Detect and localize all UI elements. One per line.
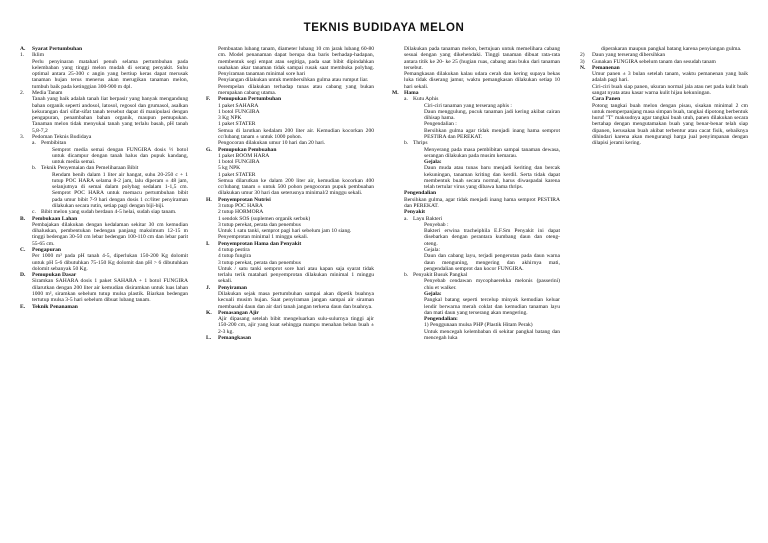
item-text: Rendam benih dalam 1 liter air hangat, suhu 20-250 c + 1 tutup POC HARA selama 8-2 jam, lalu diperam ± 48 jam, selanjutnya di semai dalam polybag sedalam 1-1,5 cm. Semprot POC HARA untuk memacu pertumbuhan bibit pada umur bibit 7-9 hari dengan dosis 1 cc/liter penyiraman dilakukan secara rutin, setiap pagi dengan biji-biji. <box>52 171 188 210</box>
item-number: a. <box>32 140 36 147</box>
item-number <box>206 316 218 335</box>
item-text: Penyiangan dilakukan untuk membersihkan gulma atau rumput liar. <box>218 77 369 84</box>
text-paragraph <box>206 46 374 77</box>
item-number <box>412 297 424 316</box>
item-number: 3) <box>580 58 585 65</box>
item-text: Penyakit Busuk Pangkal <box>413 272 468 279</box>
text-paragraph <box>20 147 188 166</box>
item-number: b. <box>32 165 37 172</box>
item-text: Kutu Aphis <box>413 96 439 103</box>
item-text: Perlu penyinaran matahari penuh selama pertumbuhan pada kelembaban yang tinggi melon mudah di serang penyakit. Suhu optimal antara 25-300 c angin yang bertiup keras dapat merusak tanaman hujan terus menerus akan merugikan tanaman melon, tumbuh baik pada ketinggian 300-900 m dpl. <box>32 58 188 90</box>
item-text: Syarat Pertumbuhan <box>32 46 83 52</box>
item-number <box>392 197 404 210</box>
item-number <box>206 128 218 141</box>
item-number: E. <box>20 303 26 310</box>
item-number <box>392 209 404 215</box>
text-paragraph <box>20 222 188 247</box>
text-paragraph <box>392 197 560 210</box>
item-text: Semprot media semai dengan FUNGIRA dosis ½ botol untuk dicampur dengan tanah halus dan pupuk kandang, untuk media semai. <box>52 146 188 166</box>
item-text: Pemupukan Pembuahan <box>218 146 277 153</box>
item-text: Penyebab cendawan mycophaerekka melonis (passerini) chiu et walker. <box>424 278 560 291</box>
item-text: 4 tutup pestira <box>218 247 250 253</box>
item-text: 1 paket STATER <box>218 121 256 128</box>
item-number <box>40 147 52 166</box>
item-text: Tanah yang baik adalah tanah liat berpasir yang banyak mengandung bahan organik seperti andosol, latosol, regosol dan grumasol, asalkan kekurangan dari sifat-sifat tanah tersebut dapat di manipulasi dengan pengapuran, penambahan bahan organik, maupun pemupukan. Tanaman melon tidak menyukai tanah yang terlalu basah, pH tanah 5,8-7,2 <box>32 96 188 134</box>
item-text: Dilakukan sejak masa pertumbuhan sampai akan dipetik buahnya kecuali musim hujan. Saat penyiraman jangan sampai air siraman membasahi daun dan air dari tanah jangan terkena daun dan buahnya. <box>218 290 374 310</box>
item-text: 1 botol FUNGIRA <box>218 159 260 166</box>
item-number <box>412 329 424 342</box>
item-number: K. <box>206 309 212 316</box>
item-text: 2 tutup HORMORA <box>218 209 264 216</box>
item-number: A. <box>20 46 26 52</box>
item-text: Penyakit <box>404 209 425 216</box>
item-text: diperakaran maupun pangkal batang karena penyiangan gulma. <box>601 46 742 52</box>
item-number: 2. <box>20 89 25 96</box>
item-number: a. <box>404 215 408 222</box>
column-2 <box>206 46 374 341</box>
item-number <box>412 165 424 190</box>
item-text: Pengendalian <box>404 190 437 197</box>
item-text: 3 tutup perekat, perata dan penembus <box>218 221 301 228</box>
item-number <box>580 84 592 97</box>
item-text: Pemupukan Pertumbuhan <box>218 96 282 103</box>
item-text: Bersihkan gulma agar tidak menjadi inang hama semprot PESTIRA dan PEREKAT. <box>424 127 560 140</box>
text-paragraph <box>392 147 560 160</box>
item-number <box>392 46 404 71</box>
item-number <box>206 84 218 97</box>
text-paragraph <box>20 172 188 210</box>
item-number: C. <box>20 247 26 253</box>
text-paragraph <box>20 253 188 272</box>
item-text: Penyemprotan Hama dan Penyakit <box>218 240 302 247</box>
item-text: Untuk 1 satu tanki, semprot pagi hari sebelum jam 10 siang. <box>218 228 352 235</box>
item-number: b. <box>404 272 409 279</box>
item-number <box>20 222 32 247</box>
item-text: Pangkal batang seperti tercelup minyak kemudian keluar lendir berwarna merah coklat dan kemudian tanaman layu dan mati daun yang terserang akan mengering. <box>424 297 560 316</box>
text-paragraph <box>392 109 560 122</box>
item-text: Pedoman Teknis Budidaya <box>32 133 92 140</box>
item-text: Media Tanam <box>32 89 63 96</box>
item-text: Daun menggulung, pucuk tanaman jadi kering akibat cairan dihisap hama. <box>424 108 560 122</box>
item-number <box>412 147 424 160</box>
item-number: a. <box>404 96 408 103</box>
text-paragraph <box>580 71 748 84</box>
item-text: Penyemprotan minimal 1 minggu sekali. <box>218 234 309 241</box>
item-text: Pemasangan Ajir <box>218 309 259 316</box>
text-paragraph <box>580 84 748 97</box>
text-paragraph <box>392 278 560 291</box>
item-text: Bersihkan gulma, agar tidak menjadi inang hama semprot PESTIRA dan PEREKAT. <box>404 196 560 210</box>
item-text: Pengendalian : <box>424 121 457 128</box>
item-text: Pengendalian: <box>424 316 458 323</box>
item-number <box>206 291 218 310</box>
text-paragraph <box>392 228 560 247</box>
item-text: 3 tutup perekat, perata dan penembus <box>218 259 301 266</box>
item-number: F. <box>206 96 211 103</box>
item-text: 1 paket SAHARA <box>218 102 259 109</box>
text-paragraph <box>206 128 374 141</box>
item-number <box>412 253 424 272</box>
item-text: Pembuatan lubang tanam, diameter lubang 10 cm jarak lubang 60-80 cm. Model penanaman dapat berupa dua baris berhadap-hadapan, membentuk segi empat atau segitiga, pada saat bibit dipindahkan usahakan akar tanaman tidak sampai rusak saat membuka polybag. Penyiraman tanaman minimal sore hari <box>218 46 374 78</box>
item-number <box>392 71 404 90</box>
item-number: 1. <box>20 52 25 59</box>
item-text: Pembukaan Lahan <box>32 215 78 222</box>
item-text: Menyerang pada masa pembibitan sampai tanaman dewasa, serangan dilakukan pada musim kemarau. <box>424 146 560 159</box>
item-number: B. <box>20 215 26 222</box>
item-number: I. <box>206 240 210 247</box>
section-heading <box>206 335 374 341</box>
item-text: 1 paket STATER <box>218 171 256 178</box>
item-number: D. <box>20 272 26 279</box>
item-number <box>20 59 32 90</box>
item-text: Pemangkasan <box>218 334 251 341</box>
item-text: Ciri-ciri buah siap panen, ukuran normal jala atau net pada kulit buah sangat nyata atau kasar warna kulit hijau kekuningan. <box>592 83 748 96</box>
item-text: Semua di larutkan kedalam 200 liter air. Kemudian kocorkan 200 cc/lubang tanam ± untuk 1000 pohon. <box>218 127 374 140</box>
item-text: 4 tutup fungira <box>218 253 251 260</box>
item-text: Semua dilarutkan ke dalam 200 liter air, kemudian kocorkan 400 cc/lubang tanam ± untuk 500 pohon pengocoran pupuk pembuahan dilakukan umur 30 hari dan seterusnya minimal/2 minggu sekali. <box>218 177 374 197</box>
item-text: Hama <box>404 89 419 96</box>
item-number: L. <box>206 334 212 341</box>
item-number: 3. <box>20 133 25 140</box>
item-number <box>412 228 424 247</box>
item-text: Untuk mencegah kelembaban di sekitar pangkal batang dan mencegah luka <box>424 328 560 341</box>
item-number <box>20 278 32 303</box>
text-paragraph <box>392 165 560 190</box>
item-number: M. <box>392 89 399 96</box>
item-number <box>206 46 218 77</box>
item-text: Gejala: <box>424 247 441 253</box>
text-paragraph <box>392 46 560 71</box>
text-paragraph <box>392 71 560 90</box>
item-number <box>580 71 592 84</box>
item-text: Potong tangkai buah melon dengan pisau, sisakan minimal 2 cm untuk memperpanjang masa simpan buah, tangkai dipotong berbentuk huruf "T" maksudnya agar tangkai buah utuh, panen dilakukan secara bertahap dengan mengutamakan buah yang benar-benar telah siap dipanen, kerusakan buah akibat terbentur atau cacat fisik, sebaiknya dihindari karena akan mengurangi harga jual penyimpanan dengan dilapisi jerami kering. <box>592 102 748 147</box>
item-text: Penyemprotan Nutrisi <box>218 196 271 203</box>
column-4 <box>580 46 748 147</box>
item-text: Dilakukan pada tanaman melon, bertujuan untuk memelihara cabang sesuai dengan yang dikehendaki. Tinggi tanaman dibuat rata-rata antara titik ke 20- ke 25 (hugian ruas, cabang atau buku dari tanaman tersebut. <box>404 46 560 71</box>
item-number: G. <box>206 146 212 153</box>
item-text: 3 Kg NPK <box>218 115 242 122</box>
item-text: Untuk / satu tanki semprot sore hari atau kapan saja syarat tidak terlalu terik matahari penyemprotan dilakukan minimal 1 minggu sekali. <box>218 265 374 285</box>
section-heading <box>20 304 188 310</box>
text-paragraph <box>206 316 374 335</box>
item-text: Bibit melon yang sudah berdaun 4-5 helai, sudah siap tanam. <box>41 209 177 216</box>
text-paragraph <box>392 297 560 316</box>
text-paragraph <box>20 96 188 134</box>
item-text: Daun muda atau tunas baru menjadi keriting dan bercak kekuningan, tanaman kriting dan kerdil. Serta tidak dapat membentuk buah secara normal, harus diwaspadai karena telah tertular virus yang dibawa hama thrips. <box>424 165 560 191</box>
item-text: Pembibitan <box>41 140 67 147</box>
item-text: Umur panen ± 3 bulan setelah tanam, waktu pemanenan yang baik adalah pagi hari. <box>592 71 748 84</box>
item-text: Siramkan SAHARA dosis 1 paket SAHARA + 1 botol FUNGIRA dilarutkan dengan 200 liter air kemudian disiramkan untuk luas lahan 1000 m², siramkan sebelum tutup mulsa plastik. Biarkan bedengan tertutup mulsa 3-5 hari sebelum dibuat lubang tanam. <box>32 278 188 304</box>
item-text: 1 paket BOOM HARA <box>218 152 270 159</box>
text-paragraph <box>392 329 560 342</box>
item-text: Per 1000 m² pada pH tanah 4-5, diperlukan 150-200 Kg dolomit untuk pH 5-6 dibutuhkan 75-150 Kg dolomit dan pH > 6 dibutuhkan dolomit sebanyak 50 Kg. <box>32 253 188 272</box>
item-number: H. <box>206 196 212 203</box>
item-text: Gejala: <box>424 290 442 297</box>
item-text: Bakteri erwina tracheiphila E.F.Sm Penyakit ini dapat disebarkan dengan perantara kumbang daun dan oteng-oteng. <box>424 228 560 247</box>
item-text: Pemanenan <box>592 64 620 71</box>
item-text: 1 botol FUNGIRA <box>218 108 260 115</box>
item-number <box>20 253 32 272</box>
column-3 <box>392 46 560 341</box>
item-number <box>412 109 424 122</box>
item-number <box>40 172 52 210</box>
column-1 <box>20 46 188 310</box>
item-text: Ciri-ciri tanaman yang terserang aphis : <box>424 102 512 109</box>
item-text: Teknik Penyemaian dan Pemeliharaan Bibit <box>41 165 139 172</box>
item-number: c. <box>32 209 36 216</box>
item-number <box>580 103 592 147</box>
item-number <box>412 128 424 141</box>
text-paragraph <box>392 128 560 141</box>
text-paragraph <box>206 84 374 97</box>
item-text: Daun dan cabang layu, terjadi pengerutan pada daun warna daun menguning, mengering dan akhirnya mati, pengendalian semprot dan kocor FUNGIRA. <box>424 253 560 272</box>
item-text: Pengapuran <box>32 247 61 253</box>
item-text: Gunakan FUNGIRA sebelum tanam dan sesudah tanam <box>592 58 716 65</box>
item-number <box>20 96 32 134</box>
item-text: Perempelan dilakukan terhadap tunas atau cabang yang bukan merupakan cabang utama. <box>218 83 374 96</box>
text-paragraph <box>392 253 560 272</box>
text-paragraph <box>20 278 188 303</box>
item-number <box>206 178 218 197</box>
text-paragraph <box>20 59 188 90</box>
item-text: Penyebab : <box>424 221 449 228</box>
item-text: Pemupukan Dasar <box>32 272 77 279</box>
item-number <box>206 266 218 285</box>
text-paragraph <box>206 291 374 310</box>
item-text: Thrips <box>413 140 428 147</box>
item-text: 3 tutup POC HARA <box>218 203 263 210</box>
item-text: 1) Penggunaan mulsa PHP (Plastik Hitam Perak) <box>424 322 533 329</box>
item-text: Gejala: <box>424 159 442 166</box>
item-text: Teknik Penanaman <box>32 303 78 310</box>
text-paragraph <box>206 178 374 197</box>
item-number: b. <box>404 140 409 147</box>
page-title: TEKNIS BUDIDAYA MELON <box>303 22 465 34</box>
item-text: 1 sendok SOS (suplemen organik serbuk) <box>218 215 311 222</box>
text-paragraph <box>206 266 374 285</box>
item-text: 5 kg NPK <box>218 165 241 172</box>
item-text: Pengocoran dilakukan umur 10 hari dan 20 hari. <box>218 140 326 147</box>
item-number: 2) <box>580 52 585 59</box>
item-number <box>412 278 424 291</box>
item-text: Penyiraman <box>218 284 247 291</box>
item-text: Cara Panen <box>592 96 621 103</box>
item-text: Pembajakan dilakukan dengan kedalaman sekitar 30 cm kemudian dihaluskan, pembentukan bedengan panjang maksimum 12-15 m tinggi bedengan 30-50 cm lebar bedengan 100-110 cm dan lebar parit 55-65 cm. <box>32 221 188 247</box>
item-text: Iklim <box>32 52 45 59</box>
item-text: Daun yang terserang dibersihkan <box>592 52 666 59</box>
item-text: Ajir dipasang setelah bibit mengeluarkan sulu-sulurnya tinggi ajir 150-200 cm, ajir yang kuat sehingga mampu menahan beban buah ± 2-3 kg. <box>218 316 374 335</box>
item-number: N. <box>580 64 586 71</box>
item-text: Pemangkasan dilakukan kalau udara cerah dan kering supaya bekas luka tidak diserang jamur, waktu pemangkasan dilakukan setiap 10 hari sekali. <box>404 71 560 90</box>
item-text: Layu Bakteri <box>413 215 443 222</box>
text-paragraph <box>580 103 748 147</box>
item-number: J. <box>206 284 211 291</box>
